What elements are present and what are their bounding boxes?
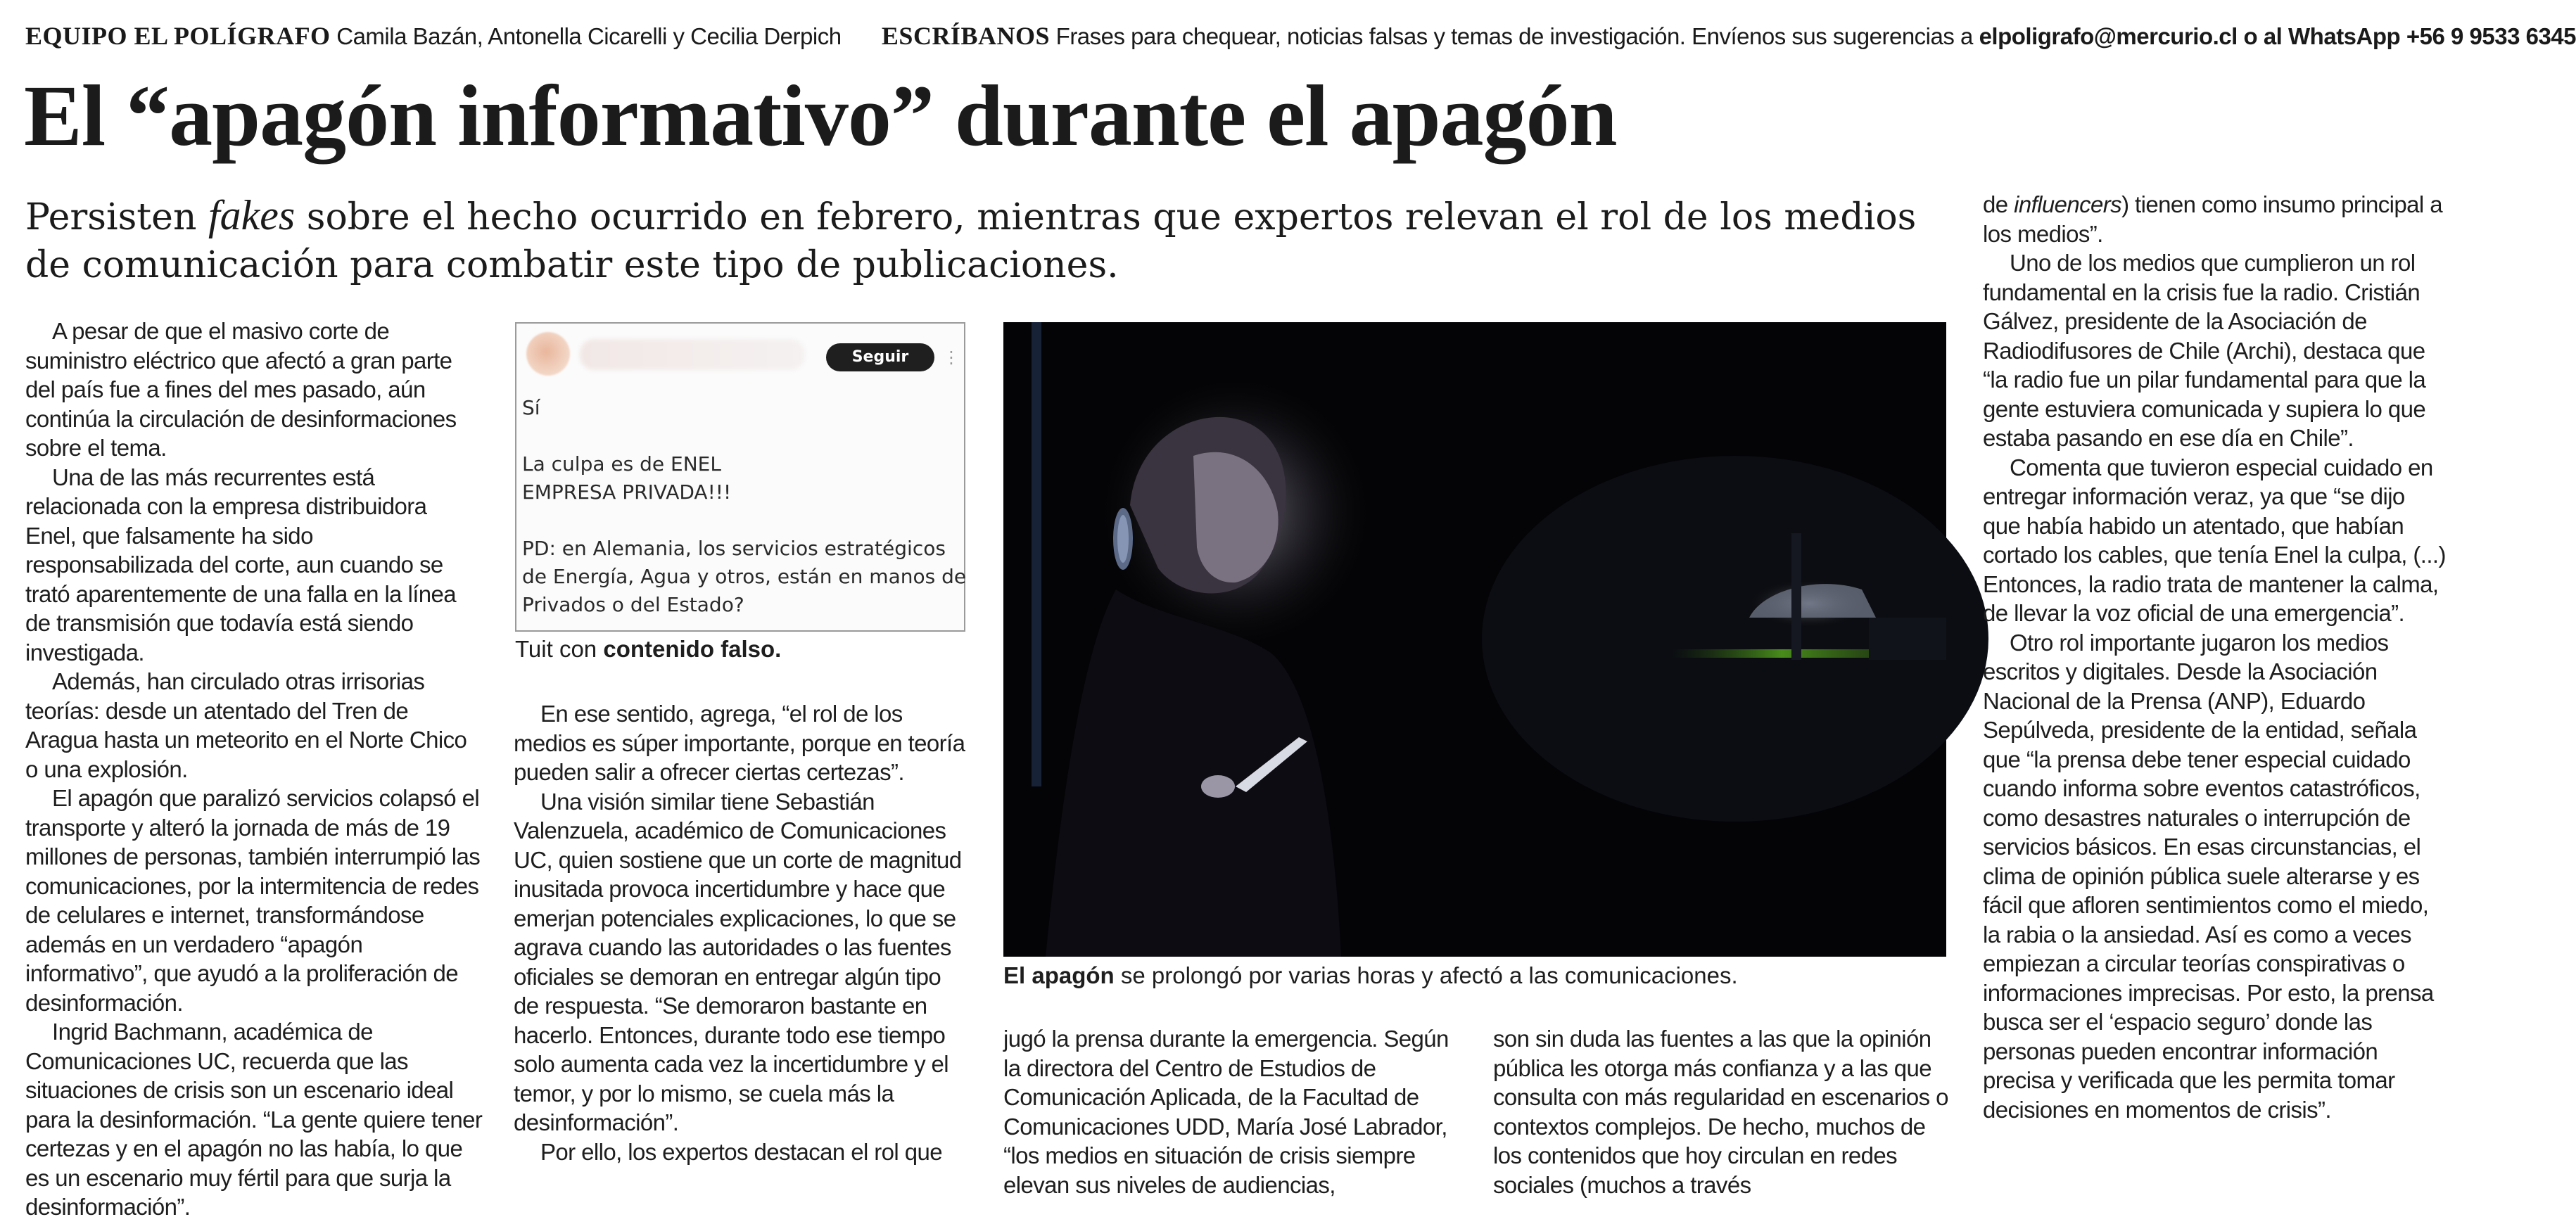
tweet-line: de Energía, Agua y otros, están en manos de — [522, 565, 967, 588]
col5-lead: de — [1983, 191, 2008, 217]
paragraph: jugó la prensa durante la emergencia. Según la directora del Centro de Estudios de Comunicación Aplicada, de la Facultad de Comunicaciones UDD, María José Labrador, “los medios en situación de crisis siempre elevan sus niveles de audiencias, — [1003, 1026, 1449, 1198]
tweet-caption-bold: contenido falso. — [603, 636, 782, 662]
write-text: Frases para chequear, noticias falsas y temas de investigación. Envíenos sus sugerencias a — [1055, 23, 1973, 49]
blackout-photo — [1003, 322, 1946, 957]
deck-part2: sobre el hecho ocurrido en febrero, mientras que expertos relevan el rol de los medios de comunicación para combatir este tipo de publicaciones. — [25, 196, 1917, 286]
paragraph: Una de las más recurrentes está relacionada con la empresa distribuidora Enel, que falsamente ha sido responsabilizada del corte, aun cuando se trató aparentemente de una falla en la línea de transmisión que todavía está siendo investigada. — [25, 464, 457, 665]
paragraph: El apagón que paralizó servicios colapsó el transporte y alteró la jornada de más de 19 millones de personas, también interrumpió las comunicaciones, por la intermitencia de redes de celulares e internet, transformándose además en un verdadero “apagón informativo”, que ayudó a la proliferación de desinformación. — [25, 785, 481, 1016]
paragraph: Por ello, los expertos destacan el rol que — [540, 1138, 942, 1165]
column-5 — [1983, 190, 2447, 1124]
col5-lead-italic: influencers — [2014, 191, 2122, 217]
deck-part1: Persisten — [25, 196, 197, 238]
avatar — [526, 332, 570, 376]
paragraph: En ese sentido, agrega, “el rol de los medios es súper importante, porque en teoría pueden salir a ofrecer ciertas certezas”. — [514, 701, 965, 785]
tweet-line: Privados o del Estado? — [522, 593, 744, 616]
team-members: Camila Bazán, Antonella Cicarelli y Cecilia Derpich — [336, 23, 842, 49]
paragraph: Uno de los medios que cumplieron un rol fundamental en la crisis fue la radio. Cristián Gálvez, presidente de la Asociación de Radiodifusores de Chile (Archi), destaca que “la radio fue un pilar fundamental para que la gente estuviera comunicada y supiera lo que estaba pasando en ese día en Chile”. — [1983, 250, 2426, 451]
photo-illustration — [1003, 322, 1946, 957]
paragraph: Además, han circulado otras irrisorias teorías: desde un atentado del Tren de Aragua hasta un meteorito en el Norte Chico o una explosión. — [25, 668, 467, 782]
team-label: EQUIPO EL POLÍGRAFO — [25, 22, 331, 50]
tweet-screenshot — [515, 322, 965, 632]
paragraph-lead — [1983, 190, 2447, 248]
column-2 — [514, 699, 971, 1166]
col5-lead-rest: ) tienen como insumo principal a los medios”. — [1983, 191, 2442, 247]
column-4 — [1493, 1024, 1958, 1199]
tweet-line: EMPRESA PRIVADA!!! — [522, 480, 732, 504]
paragraph: Ingrid Bachmann, académica de Comunicaciones UC, recuerda que las situaciones de crisis son un escenario ideal para la desinformación. “La gente quiere tener certezas y en el apagón no las había, lo que es un escenario muy fértil para que surja la desinformación”. — [25, 1019, 483, 1220]
deck — [25, 191, 1925, 289]
tweet-line: La culpa es de ENEL — [522, 452, 721, 476]
column-1 — [25, 317, 483, 1222]
paragraph: son sin duda las fuentes a las que la opinión pública les otorga más confianza y a las que consulta con más regularidad en escenarios o contextos complejos. De hecho, muchos de los contenidos que hoy circulan en redes sociales (muchos a través — [1493, 1026, 1948, 1198]
contact-whatsapp[interactable]: WhatsApp +56 9 9533 6345 — [2288, 23, 2576, 49]
tweet-caption — [515, 636, 781, 663]
paragraph: Una visión similar tiene Sebastián Valenzuela, académico de Comunicaciones UC, quien sostiene que un corte de magnitud inusitada provoca incertidumbre y hace que emerjan potenciales explicaciones, lo que se agrava cuando las autoridades o las fuentes oficiales se demoran en entregar algún tipo de respuesta. “Se demoraron bastante en hacerlo. Entonces, durante todo ese tiempo solo aumenta cada vez la incertidumbre y el temor, y por lo mismo, se cuela más la desinformación”. — [514, 788, 962, 1135]
photo-caption-bold: El apagón — [1003, 962, 1115, 988]
photo-caption-rest: se prolongó por varias horas y afectó a las comunicaciones. — [1120, 962, 1738, 988]
paragraph: Comenta que tuvieron especial cuidado en entregar información veraz, ya que “se dijo que había habido un atentado, que habían cortado los cables, que tenía Enel la culpa, (...) Entonces, la radio trata de mantener la calma, de llevar la voz oficial de una emergencia”. — [1983, 454, 2446, 626]
write-label: ESCRÍBANOS — [881, 22, 1050, 50]
tweet-line: Sí — [522, 396, 540, 419]
deck-italic: fakes — [208, 192, 296, 238]
headline: El “apagón informativo” durante el apagón — [24, 68, 1617, 164]
paragraph: A pesar de que el masivo corte de suministro eléctrico que afectó a gran parte del país fue a fines del mes pasado, aún continúa la circulación de desinformaciones sobre el tema. — [25, 318, 457, 461]
follow-button[interactable]: Seguir — [826, 343, 934, 371]
column-3 — [1003, 1024, 1468, 1199]
header-strip — [25, 21, 2576, 56]
more-options-icon[interactable]: ⋮ — [943, 348, 960, 367]
tweet-caption-lead: Tuit con — [515, 636, 597, 662]
contact-email[interactable]: elpoligrafo@mercurio.cl — [1979, 23, 2238, 49]
tweet-line: PD: en Alemania, los servicios estratégicos — [522, 537, 946, 560]
blurred-username — [580, 339, 805, 370]
contact-connector: o al — [2243, 23, 2283, 49]
photo-caption — [1003, 962, 1738, 989]
paragraph: Otro rol importante jugaron los medios escritos y digitales. Desde la Asociación Nacional de la Prensa (ANP), Eduardo Sepúlveda, presidente de la entidad, señala que “la prensa debe tener especial cuidado cuando informa sobre eventos catastróficos, como desastres naturales o interrupción de servicios básicos. En esas circunstancias, el clima de opinión pública suele alterarse y es fácil que afloren sentimientos como el miedo, la rabia o la ansiedad. Así es como a veces empiezan a circular teorías conspirativas o informaciones imprecisas. Por esto, la prensa busca ser el ‘espacio seguro’ donde las personas pueden encontrar información precisa y verificada que les permita tomar decisiones en momentos de crisis”. — [1983, 629, 2434, 1123]
